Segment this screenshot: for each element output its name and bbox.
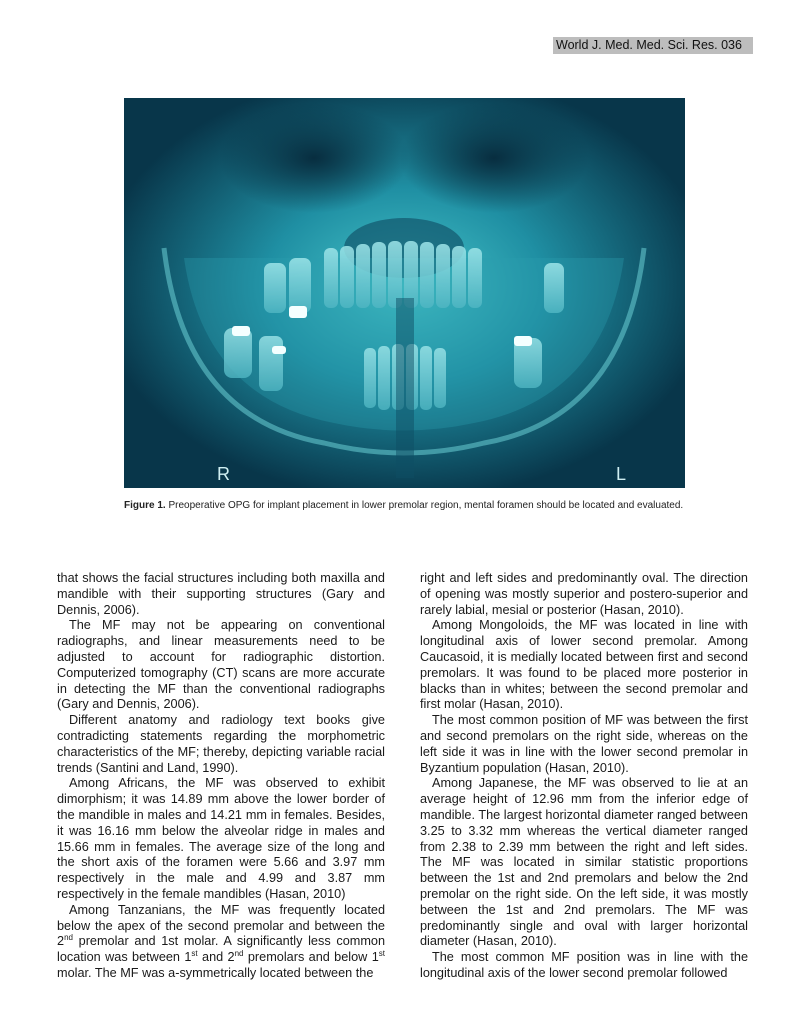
figure-caption (124, 499, 689, 512)
paragraph-tanzanians (57, 903, 385, 982)
paragraph: Among Africans, the MF was observed to exhibit dimorphism; it was 14.89 mm above the lower border of the mandible in males and 14.21 mm in females. Besides, it was 16.16 mm below the alveolar ridge in males and 15.66 mm in females. The average size of the long and the short axis of the foramen were 5.66 and 3.97 mm respectively in the male and 4.99 and 3.87 mm respectively in the female mandibles (Hasan, 2010) (57, 776, 385, 901)
figure-caption-text: Preoperative OPG for implant placement in lower premolar region, mental foramen should be located and evaluated. (165, 500, 684, 511)
text-span: and 2 (197, 950, 235, 965)
text-span: premolars and below 1 (243, 950, 379, 965)
paragraph: The most common position of MF was between the first and second premolars on the right side, whereas on the left side it was in line with the lower second premolar in Byzantium population (Hasan, 2010). (420, 713, 748, 775)
paragraph: Among Japanese, the MF was observed to lie at an average height of 12.96 mm from the inferior edge of mandible. The largest horizontal diameter ranged between 3.25 to 3.32 mm whereas the vertical diameter ranged from 2.38 to 2.39 mm between the right and left sides. The MF was located in similar statistic proportions between the 1st and 2nd premolars and below the 2nd premolar on the right side. On the left side, it was mostly between the 1st and 2nd premolars. The MF was predominantly single and oval with larger horizontal diameter (Hasan, 2010). (420, 776, 748, 949)
xray-marker-r: R (217, 464, 230, 484)
ordinal-suffix: nd (234, 949, 244, 959)
text-span: Among Tanzanians, the MF was frequently located below the apex of the second premolar and between the 2 (57, 902, 385, 949)
paragraph: that shows the facial structures including both maxilla and mandible with their supporting structures (Gary and Dennis, 2006). (57, 571, 385, 617)
figure-label: Figure 1. (124, 500, 166, 511)
paragraph: Different anatomy and radiology text books give contradicting statements regarding the morphometric characteristics of the MF; thereby, depicting variable racial trends (Santini and Land, 1990). (57, 713, 385, 775)
paragraph: Among Mongoloids, the MF was located in line with longitudinal axis of lower second premolar. Among Caucasoid, it is medially located between first and second premolars. It was found to be placed more posterior in blacks than in whites; between the second premolar and first molar (Hasan, 2010). (420, 618, 748, 712)
text-span: premolar and 1st molar. A significantly less common location was between 1 (57, 934, 385, 965)
panoramic-xray-image (124, 98, 685, 488)
ordinal-suffix: st (378, 949, 385, 959)
paragraph: The most common MF position was in line with the longitudinal axis of the lower second premolar followed (420, 950, 748, 980)
ordinal-suffix: st (191, 949, 198, 959)
right-column (420, 571, 748, 982)
text-span: molar. The MF was a-symmetrically located between the (57, 965, 374, 980)
xray-marker-l: L (616, 464, 627, 484)
paragraph: right and left sides and predominantly oval. The direction of opening was mostly superior and postero-superior and rarely labial, mesial or posterior (Hasan, 2010). (420, 571, 748, 617)
left-column (57, 571, 385, 982)
ordinal-suffix: nd (64, 933, 73, 943)
running-header: World J. Med. Med. Sci. Res. 036 (553, 37, 753, 54)
paragraph: The MF may not be appearing on conventional radiographs, and linear measurements need to be adjusted to account for radiographic distortion. Computerized tomography (CT) scans are more accurate in detecting the MF than the conventional radiographs (Gary and Dennis, 2006). (57, 618, 385, 712)
